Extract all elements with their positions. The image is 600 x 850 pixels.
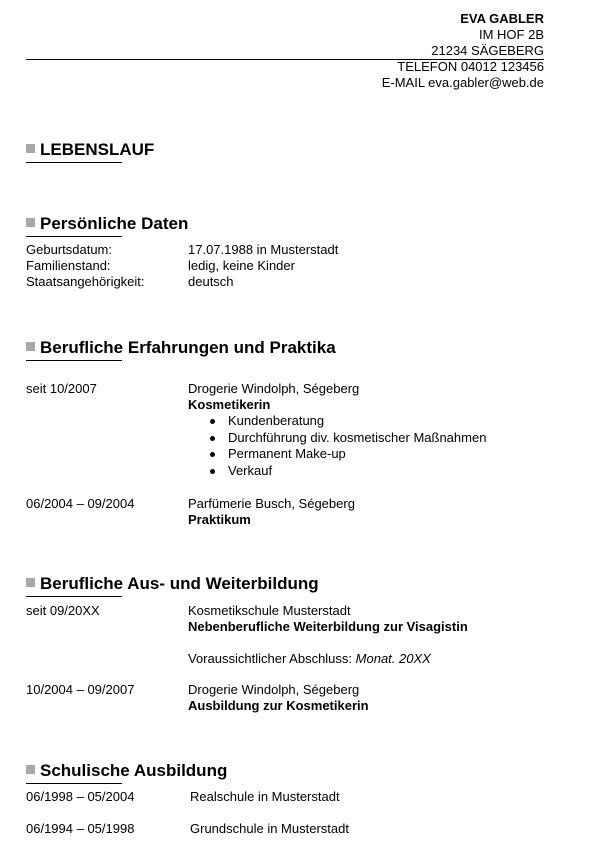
city: 21234 SÄGEBERG (431, 43, 544, 58)
train-1-school: Kosmetikschule Musterstadt (188, 603, 351, 618)
school-2-name: Grundschule in Musterstadt (190, 821, 349, 836)
train-1-period: seit 09/20XX (26, 603, 100, 618)
email: E-MAIL eva.gabler@web.de (381, 75, 544, 90)
value-marital-status: ledig, keine Kinder (188, 258, 295, 273)
list-item: Durchführung div. kosmetischer Maßnahmen (188, 430, 486, 447)
heading-underline (26, 236, 122, 237)
label-nationality: Staatsangehörigkeit: (26, 274, 145, 289)
section-personal-heading: Persönliche Daten (26, 214, 188, 234)
school-2-period: 06/1994 – 05/1998 (26, 821, 135, 836)
list-item: Kundenberatung (188, 413, 486, 430)
section-experience-heading: Berufliche Erfahrungen und Praktika (26, 338, 336, 358)
value-nationality: deutsch (188, 274, 234, 289)
train-1-note (188, 651, 431, 667)
exp-1-employer: Drogerie Windolph, Ségeberg (188, 381, 360, 396)
train-1-course: Nebenberufliche Weiterbildung zur Visagistin (188, 619, 468, 634)
train-2-school: Drogerie Windolph, Ségeberg (188, 682, 360, 697)
label-marital-status: Familienstand: (26, 258, 111, 273)
heading-underline (26, 360, 122, 361)
exp-1-task-list (188, 413, 486, 479)
note-label: Voraussichtlicher Abschluss: (188, 651, 353, 666)
train-2-course: Ausbildung zur Kosmetikerin (188, 698, 369, 713)
label-birthdate: Geburtsdatum: (26, 242, 112, 257)
square-bullet-icon (26, 578, 35, 587)
exp-1-period: seit 10/2007 (26, 381, 97, 396)
heading-underline (26, 162, 122, 163)
address-block (431, 11, 544, 59)
page-title: LEBENSLAUF (26, 140, 154, 160)
school-1-period: 06/1998 – 05/2004 (26, 789, 135, 804)
applicant-name: EVA GABLER (460, 11, 544, 26)
square-bullet-icon (26, 342, 35, 351)
exp-1-role: Kosmetikerin (188, 397, 271, 412)
section-training-heading: Berufliche Aus- und Weiterbildung (26, 574, 319, 594)
street: IM HOF 2B (478, 27, 544, 42)
note-value: Monat. 20XX (355, 651, 431, 666)
value-birthdate: 17.07.1988 in Musterstadt (188, 242, 339, 257)
heading-underline (26, 596, 122, 597)
phone: TELEFON 04012 123456 (397, 59, 544, 74)
list-item: Verkauf (188, 463, 486, 480)
section-school-heading: Schulische Ausbildung (26, 761, 227, 781)
exp-2-role: Praktikum (188, 512, 251, 527)
heading-underline (26, 783, 122, 784)
square-bullet-icon (26, 765, 35, 774)
list-item: Permanent Make-up (188, 446, 486, 463)
exp-2-employer: Parfümerie Busch, Ségeberg (188, 496, 355, 511)
train-2-period: 10/2004 – 09/2007 (26, 682, 135, 697)
square-bullet-icon (26, 218, 35, 227)
square-bullet-icon (26, 144, 35, 153)
exp-2-period: 06/2004 – 09/2004 (26, 496, 135, 511)
school-1-name: Realschule in Musterstadt (190, 789, 340, 804)
contact-block (382, 59, 544, 91)
